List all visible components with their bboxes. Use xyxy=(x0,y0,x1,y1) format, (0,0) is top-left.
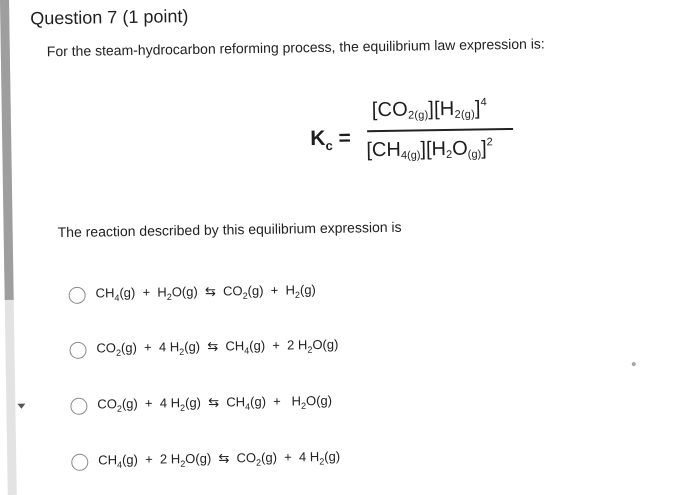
equation-text: O(g) ⇆ CO xyxy=(185,450,257,467)
expr-subscript: 4(g) xyxy=(400,149,421,162)
equation-subscript: 2 xyxy=(166,292,172,303)
equation-subscript: 2 xyxy=(242,290,248,302)
kc-symbol: K xyxy=(310,126,326,151)
equation-subscript: 2 xyxy=(180,402,186,414)
radio-button-icon[interactable] xyxy=(69,341,86,358)
option-equation xyxy=(95,282,315,303)
equation-text: (g) + 2 H xyxy=(249,337,308,354)
equation-text: (g) xyxy=(299,282,316,298)
expr-text: [CO xyxy=(371,98,409,122)
equation-text: (g) xyxy=(324,448,341,465)
option-equation xyxy=(97,393,332,414)
expression-denominator xyxy=(366,136,493,162)
equation-text: O(g) xyxy=(312,336,339,353)
expr-text: O xyxy=(451,137,468,160)
equation-text: CO xyxy=(96,340,117,356)
equation-subscript: 2 xyxy=(116,403,123,415)
equation-subscript: 2 xyxy=(307,344,313,356)
kc-label xyxy=(310,127,351,154)
equation-subscript: 4 xyxy=(117,459,123,471)
equation-text: (g) + 4 H xyxy=(121,395,181,412)
equation-subscript: 2 xyxy=(319,456,325,467)
expr-text: ] xyxy=(474,97,481,120)
answer-option-2[interactable] xyxy=(69,334,338,362)
left-sidebar-strip xyxy=(0,0,17,495)
equation-text: CH xyxy=(98,452,118,468)
radio-button-icon[interactable] xyxy=(69,286,86,303)
equation-subscript: 2 xyxy=(115,347,122,359)
option-equation xyxy=(96,337,338,358)
equation-text: O(g) xyxy=(305,393,333,409)
equation-subscript: 2 xyxy=(256,457,262,468)
equation-text: (g) + H xyxy=(249,393,302,410)
equation-subscript: 4 xyxy=(244,345,250,357)
equation-text: CO xyxy=(97,396,117,412)
expr-text: [CH xyxy=(366,138,402,162)
option-equation xyxy=(98,449,340,470)
expr-text: ][H xyxy=(420,138,447,161)
equation-subscript: 2 xyxy=(180,458,186,470)
equation-subscript: 2 xyxy=(301,401,307,412)
expr-text: ][H xyxy=(428,97,455,121)
question-label: Question 7 xyxy=(30,7,118,29)
radio-button-icon[interactable] xyxy=(70,397,87,414)
question-points: (1 point) xyxy=(122,6,189,28)
scan-dot xyxy=(632,362,636,366)
expr-subscript: (g) xyxy=(467,148,482,161)
equation-text: (g) + H xyxy=(247,282,296,299)
equation-subscript: 2 xyxy=(179,346,185,358)
answer-option-4[interactable] xyxy=(71,446,340,474)
equation-text: (g) ⇆ CH xyxy=(184,394,246,411)
expr-exponent: 2 xyxy=(486,136,493,149)
radio-button-icon[interactable] xyxy=(71,453,88,470)
equation-subscript: 4 xyxy=(245,401,251,412)
collapse-arrow-icon[interactable] xyxy=(17,404,25,409)
equals-sign: = xyxy=(338,126,351,150)
reaction-prompt: The reaction described by this equilibrium expression is xyxy=(57,218,402,241)
expr-subscript: 2(g) xyxy=(407,109,429,122)
equation-text: (g) + 2 H xyxy=(121,451,181,468)
equation-text: (g) + 4 H xyxy=(120,339,180,356)
question-prompt: For the steam-hydrocarbon reforming process, the equilibrium law expression is: xyxy=(46,35,545,60)
kc-subscript: c xyxy=(325,137,333,154)
expr-exponent: 4 xyxy=(480,96,487,109)
answer-option-3[interactable] xyxy=(70,390,332,418)
question-title xyxy=(30,6,188,29)
fraction-bar xyxy=(367,128,513,132)
expression-numerator xyxy=(372,96,488,122)
equation-text: (g) + H xyxy=(119,284,167,301)
sidebar-dark-segment xyxy=(0,0,14,300)
equation-text: (g) ⇆ CH xyxy=(184,338,245,355)
expr-subscript: 2(g) xyxy=(454,108,476,121)
equation-text: O(g) ⇆ CO xyxy=(171,283,243,300)
answer-option-1[interactable] xyxy=(68,279,316,307)
equation-text: CH xyxy=(95,285,115,301)
equation-subscript: 4 xyxy=(114,292,120,304)
expr-text: ] xyxy=(480,137,487,160)
expr-subscript: 2 xyxy=(445,148,453,162)
equation-text: (g) + 4 H xyxy=(260,449,320,466)
equation-subscript: 2 xyxy=(294,290,301,301)
